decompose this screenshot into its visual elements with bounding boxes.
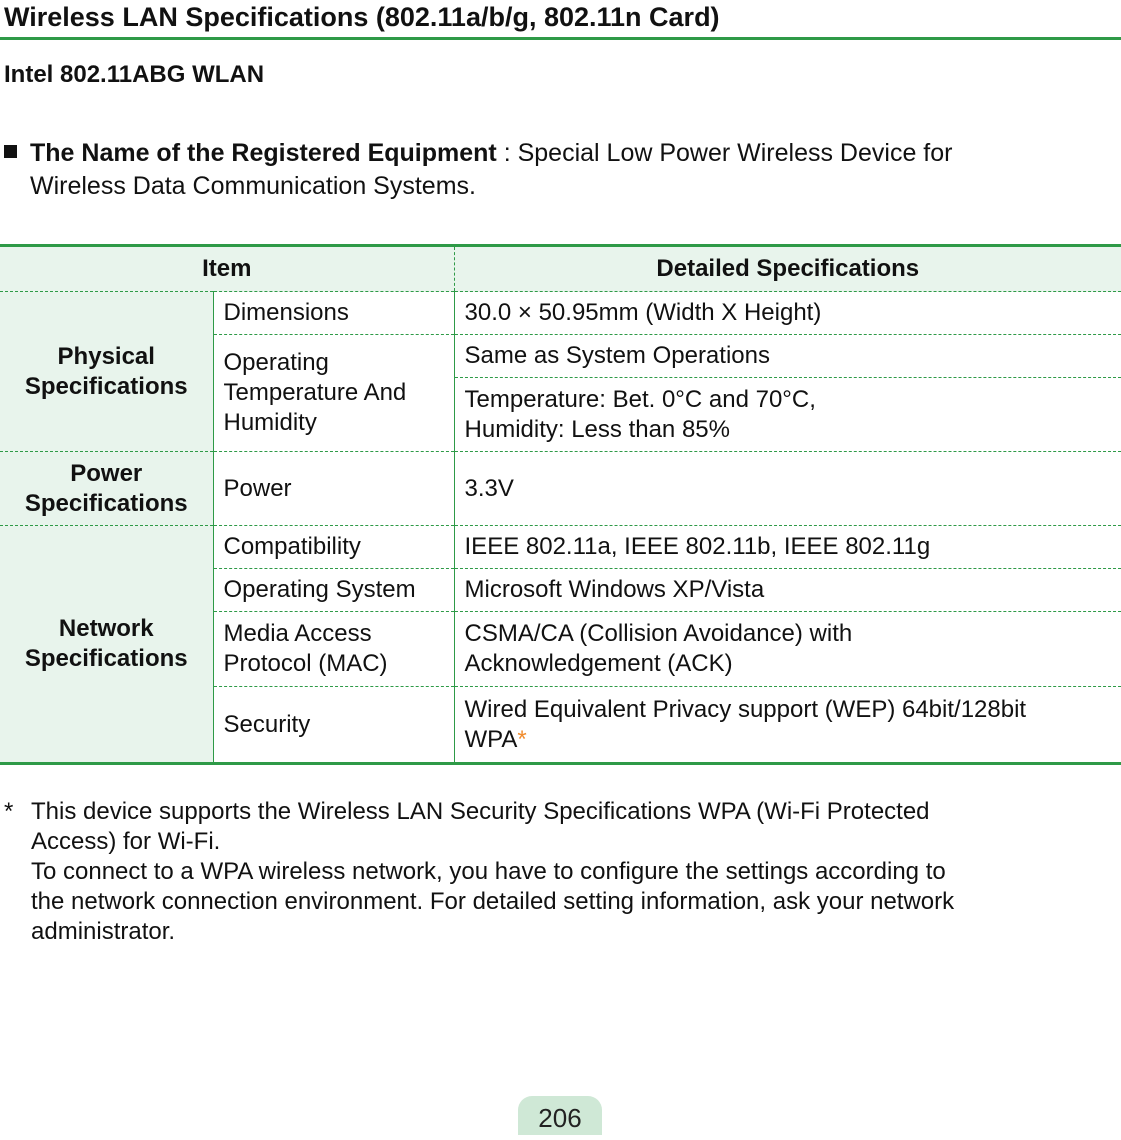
value-operating-2-line1: Temperature: Bet. 0°C and 70°C, bbox=[464, 385, 816, 413]
label-mac: Media Access Protocol (MAC) bbox=[213, 612, 454, 687]
value-operating-2 bbox=[454, 378, 1121, 452]
label-security: Security bbox=[213, 687, 454, 764]
label-compatibility: Compatibility bbox=[213, 526, 454, 569]
label-power: Power bbox=[213, 452, 454, 526]
value-security bbox=[454, 687, 1121, 764]
header-details: Detailed Specifications bbox=[454, 246, 1121, 292]
registered-equipment-text: Special Low Power Wireless Device for bbox=[517, 139, 953, 167]
value-mac-line1: CSMA/CA (Collision Avoidance) with bbox=[464, 620, 853, 647]
footnote-line: To connect to a WPA wireless network, you have to configure the settings according to bbox=[31, 858, 946, 885]
registered-equipment-label: The Name of the Registered Equipment bbox=[30, 139, 497, 167]
value-os: Microsoft Windows XP/Vista bbox=[454, 569, 1121, 612]
spec-table bbox=[0, 244, 1121, 765]
value-mac bbox=[454, 612, 1121, 687]
value-operating-2-line2: Humidity: Less than 85% bbox=[464, 415, 730, 443]
category-network: Network Specifications bbox=[0, 526, 213, 764]
category-physical: Physical Specifications bbox=[0, 292, 213, 452]
table-header-row bbox=[0, 246, 1121, 292]
table-row bbox=[0, 452, 1121, 526]
label-os: Operating System bbox=[213, 569, 454, 612]
value-mac-line2: Acknowledgement (ACK) bbox=[464, 650, 733, 677]
square-bullet-icon bbox=[4, 145, 17, 158]
registered-equipment-bullet bbox=[4, 137, 1114, 203]
page-number: 206 bbox=[518, 1096, 602, 1135]
footnote-star: * bbox=[517, 725, 527, 753]
footnote bbox=[4, 797, 1104, 947]
value-security-wpa: WPA bbox=[464, 725, 518, 753]
table-row bbox=[0, 292, 1121, 335]
value-security-line1: Wired Equivalent Privacy support (WEP) 64bit/128bit bbox=[464, 695, 1027, 723]
page-title: Wireless LAN Specifications (802.11a/b/g, 802.11n Card) bbox=[4, 2, 720, 32]
table-row bbox=[0, 526, 1121, 569]
label-separator: : bbox=[496, 139, 518, 167]
registered-equipment-text-cont: Wireless Data Communication Systems. bbox=[30, 172, 476, 200]
header-item: Item bbox=[0, 246, 454, 292]
footnote-line: This device supports the Wireless LAN Security Specifications WPA (Wi-Fi Protected bbox=[31, 798, 930, 825]
value-security-line2 bbox=[465, 725, 1112, 755]
label-dimensions: Dimensions bbox=[213, 292, 454, 335]
value-power: 3.3V bbox=[454, 452, 1121, 526]
footnote-line: Access) for Wi-Fi. bbox=[31, 828, 221, 855]
value-compatibility: IEEE 802.11a, IEEE 802.11b, IEEE 802.11g bbox=[454, 526, 1121, 569]
section-subtitle: Intel 802.11ABG WLAN bbox=[4, 61, 265, 88]
category-power: Power Specifications bbox=[0, 452, 213, 526]
footnote-mark: * bbox=[4, 798, 14, 825]
footnote-line: the network connection environment. For detailed setting information, ask your network bbox=[31, 888, 955, 915]
title-divider bbox=[0, 37, 1121, 40]
footnote-line: administrator. bbox=[31, 918, 176, 945]
label-operating: Operating Temperature And Humidity bbox=[213, 335, 454, 452]
value-dimensions: 30.0 × 50.95mm (Width X Height) bbox=[454, 292, 1121, 335]
value-operating-1: Same as System Operations bbox=[454, 335, 1121, 378]
